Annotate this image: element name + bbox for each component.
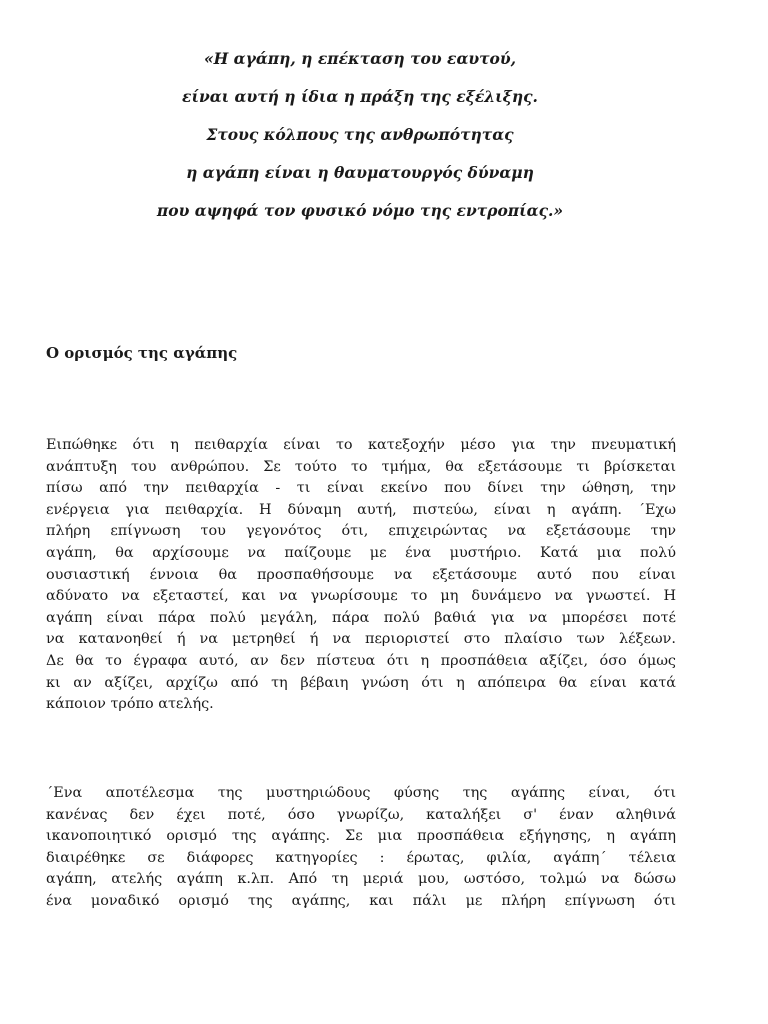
paragraph-line: ένα μοναδικό ορισμό της αγάπης, και πάλι με πλήρη επίγνωση ότι [46, 892, 676, 909]
paragraph-line: Δε θα το έγραφα αυτό, αν δεν πίστευα ότι η προσπάθεια αξίζει, όσο όμως [46, 652, 676, 669]
paragraph-line: ενέργεια για πειθαρχία. Η δύναμη αυτή, πιστεύω, είναι η αγάπη. ΄Εχω [46, 501, 676, 518]
paragraph-line: πίσω από την πειθαρχία - τι είναι εκείνο που δίνει την ώθηση, την [46, 480, 676, 497]
paragraph-line: ΄Ενα αποτέλεσμα της μυστηριώδους φύσης της αγάπης είναι, ότι [46, 785, 676, 801]
paragraph-line: Ειπώθηκε ότι η πειθαρχία είναι το κατεξοχήν μέσο για την πνευματική [46, 437, 676, 453]
epigraph-line: η αγάπη είναι η θαυματουργός δύναμη [186, 163, 534, 182]
paragraph-line: ικανοποιητικό ορισμό της αγάπης. Σε μια προσπάθεια εξήγησης, η αγάπη [46, 828, 676, 845]
paragraph-line: αγάπη, θα αρχίσουμε να παίζουμε με ένα μυστήριο. Κατά μια πολύ [46, 544, 676, 561]
epigraph-line: που αψηφά τον φυσικό νόμο της εντροπίας.» [156, 201, 564, 220]
paragraph-line: να κατανοηθεί ή να μετρηθεί ή να περιοριστεί στο πλαίσιο των λέξεων. [46, 631, 676, 648]
epigraph-line: είναι αυτή η ίδια η πράξη της εξέλιξης. [182, 87, 538, 106]
paragraph-line: αγάπη είναι πάρα πολύ μεγάλη, πάρα πολύ βαθιά για να μπορέσει ποτέ [46, 609, 676, 626]
paragraph-line: κανένας δεν έχει ποτέ, όσο γνωρίζω, καταλήξει σ' έναν αληθινά [46, 806, 676, 823]
paragraph-line: κι αν αξίζει, αρχίζω από τη βέβαιη γνώση ότι η απόπειρα θα είναι κατά [46, 674, 676, 691]
paragraph-line: πλήρη επίγνωση του γεγονότος ότι, επιχειρώντας να εξετάσουμε την [46, 523, 676, 540]
paragraph-line: κάποιον τρόπο ατελής. [46, 696, 214, 713]
body-paragraph [46, 783, 676, 913]
section-heading: Ο ορισμός της αγάπης [46, 344, 238, 362]
paragraph-line: αγάπη, ατελής αγάπη κ.λπ. Από τη μεριά μου, ωστόσο, τολμώ να δώσω [46, 871, 676, 888]
epigraph-quote [0, 40, 720, 230]
paragraph-line: διαιρέθηκε σε διάφορες κατηγορίες : έρωτας, φιλία, αγάπη΄ τέλεια [46, 849, 676, 866]
epigraph-line: Στους κόλπους της ανθρωπότητας [206, 125, 514, 144]
epigraph-line: «Η αγάπη, η επέκταση του εαυτού, [203, 49, 517, 68]
paragraph-line: αδύνατο να εξεταστεί, και να γνωρίσουμε το μη δυνάμενο να γνωστεί. Η [46, 588, 676, 605]
body-paragraph [46, 435, 676, 716]
paragraph-line: ανάπτυξη του ανθρώπου. Σε τούτο το τμήμα, θα εξετάσουμε τι βρίσκεται [46, 458, 676, 475]
paragraph-line: ουσιαστική έννοια θα προσπαθήσουμε να εξετάσουμε αυτό που είναι [46, 566, 676, 583]
